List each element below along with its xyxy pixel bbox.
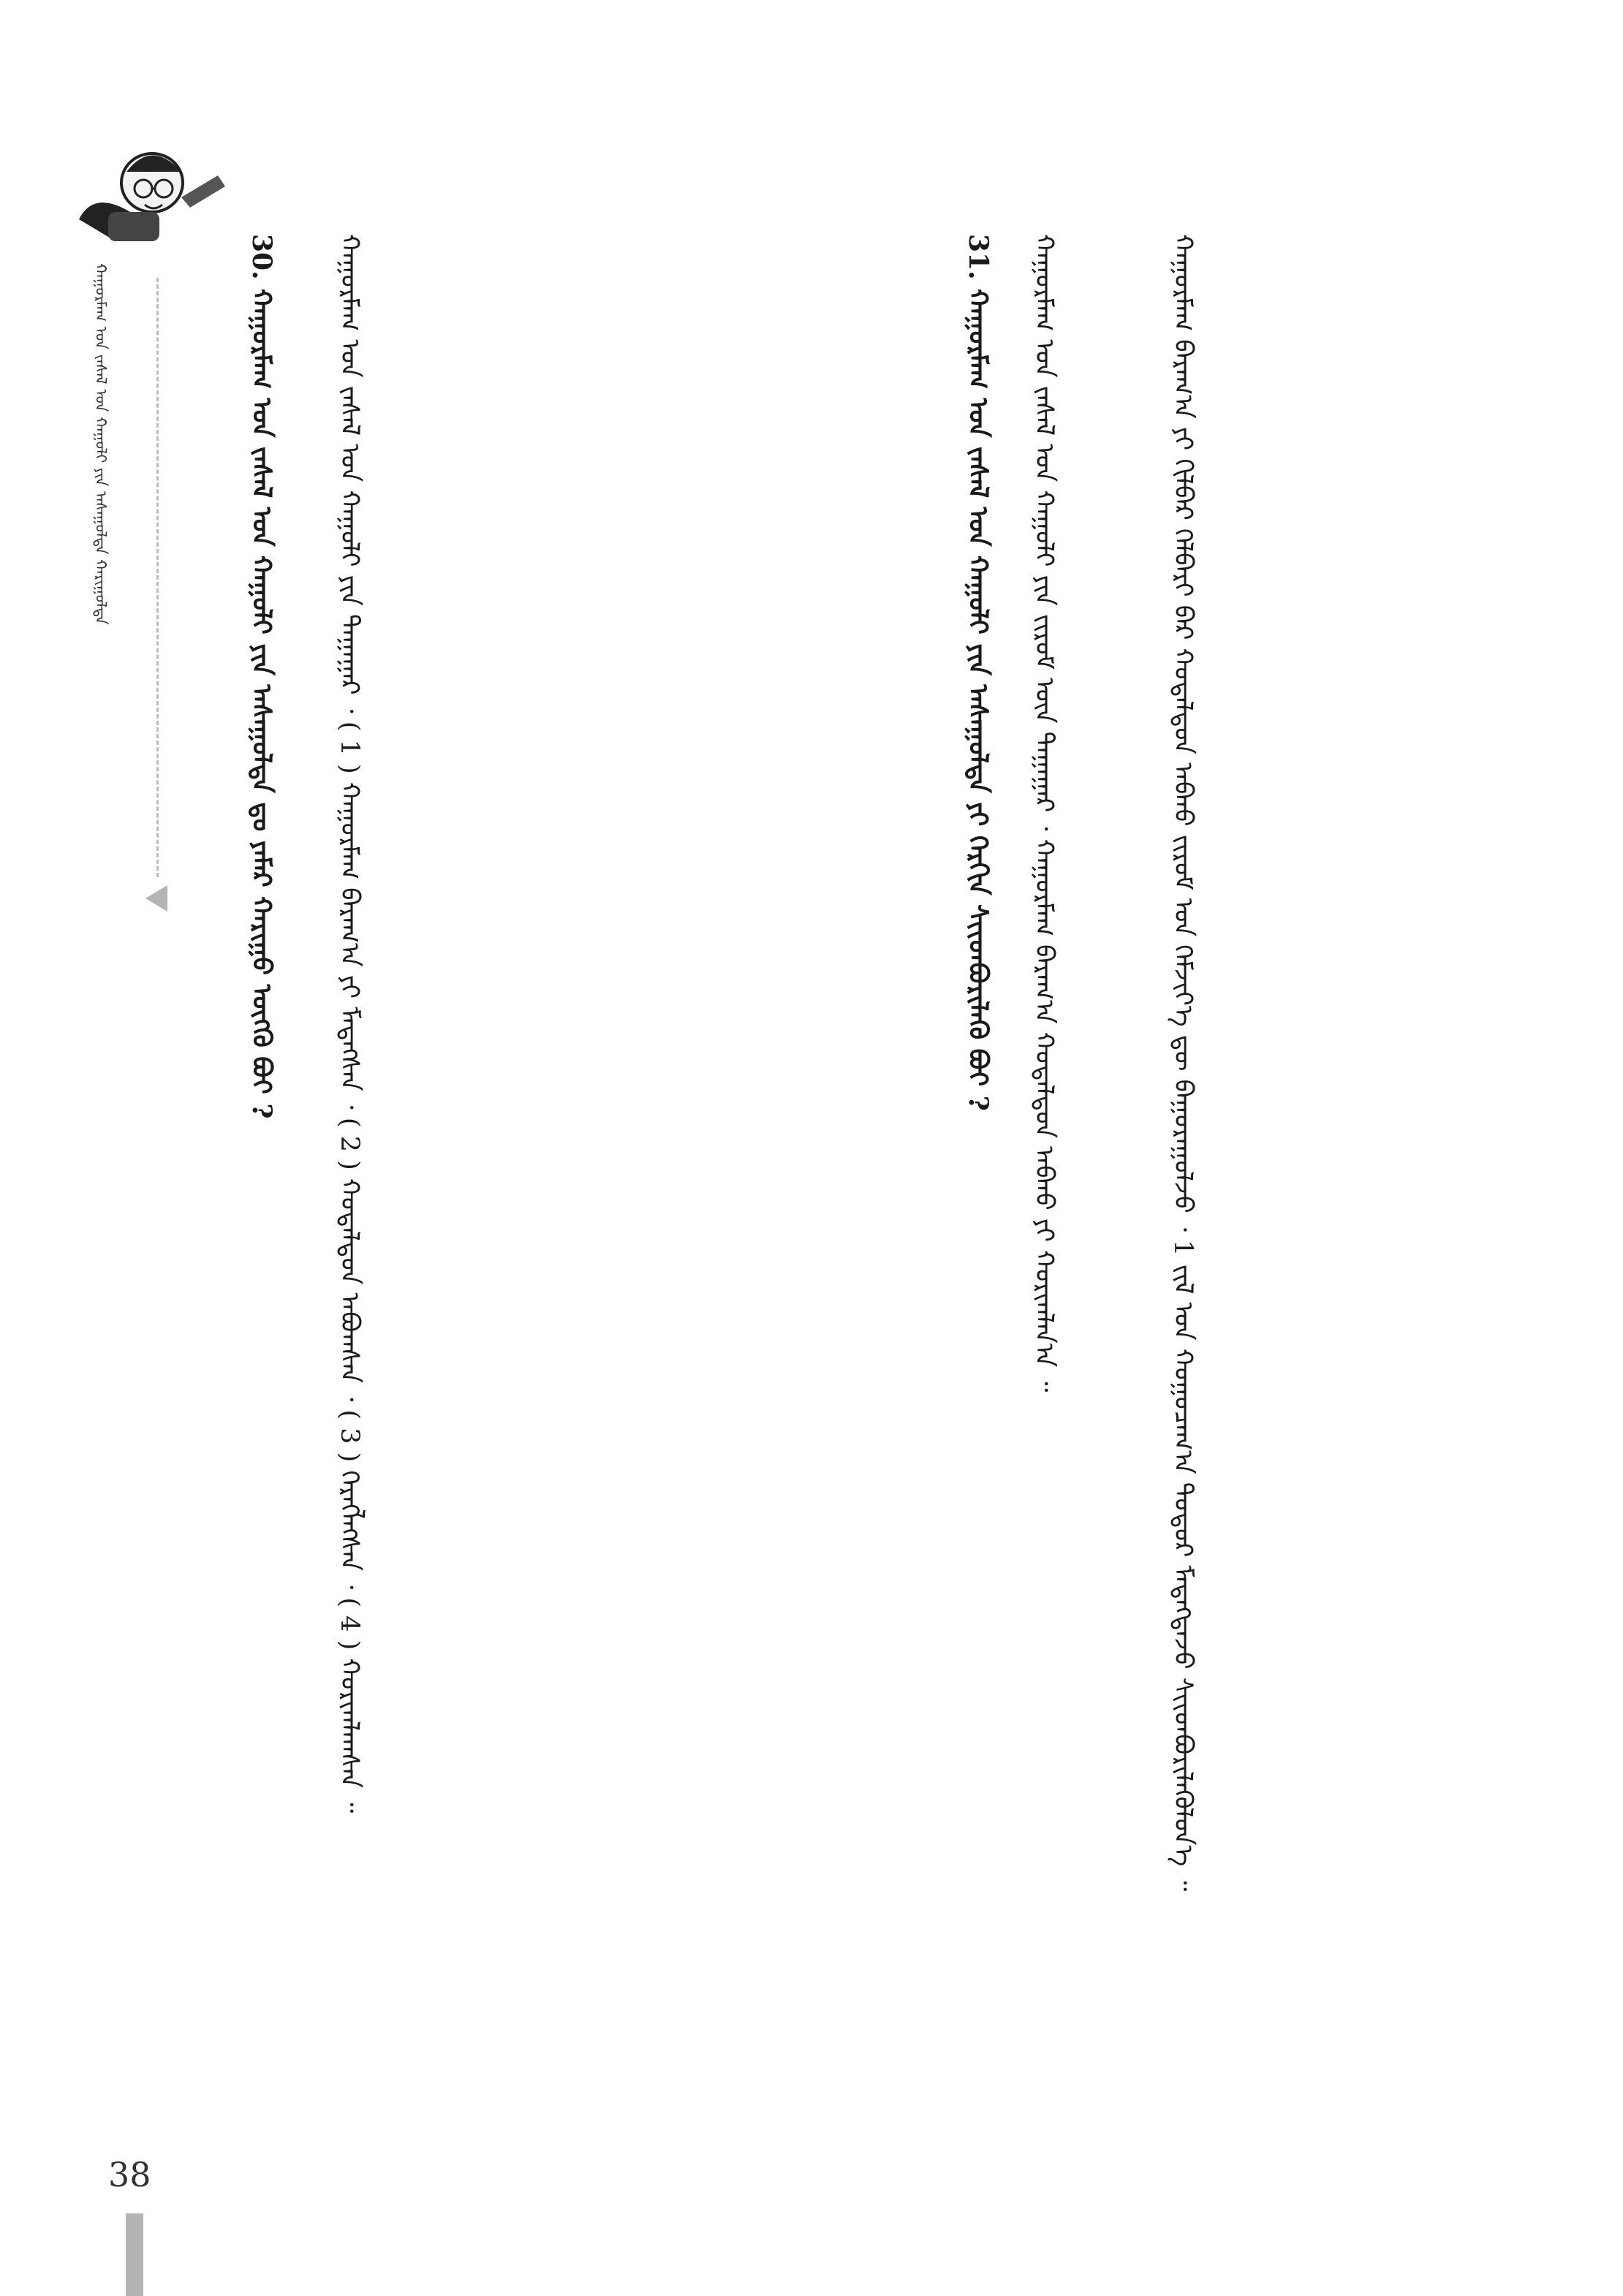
header-dashed-line [156, 278, 159, 877]
text-column-1: ᠬᠠᠭᠤᠷᠮᠠᠭ ᠪᠠᠷᠠᠭ᠎ᠠ ᠶᠢ ᠬᠢᠯᠪᠠᠷ ᠬᠡᠯᠪᠡᠷᠢ ᠪᠡᠷ ᠬᠤᠳᠠᠯᠳᠤᠨ ᠠᠪᠬᠤ ᠵᠢᠷᠤᠮ ᠤᠨ ᠬᠡᠮᠵᠢᠶ᠎ᠡ ᠳᠦ ᠪᠠᠭᠤᠷᠠᠭᠤᠯᠵᠤ ᠂ 1 ᠵᠢᠯ ᠤᠨ ᠬᠤᠭᠤᠴᠠᠭ᠎ᠠ ᠳᠤᠲᠤᠷ ᠮᠡᠳᠡᠭᠳᠡᠵᠦ ᠰᠢᠢᠳᠪᠦᠷᠢᠯᠡᠭᠦᠯᠦᠨ᠎ᠡ ᠃ [1168, 234, 1198, 1892]
question-31: 31. ᠬᠠᠭᠤᠷᠮᠠᠭ ᠤᠨ ᠵᠠᠰᠠᠯ ᠤᠨ ᠬᠠᠭᠤᠯᠢ ᠶᠢᠨ ᠠᠰᠠᠭᠤᠯᠲᠠ ᠶᠢ ᠬᠡᠷᠬᠢᠨ ᠰᠢᠢᠳᠪᠦᠷᠢᠯᠡᠬᠦ ᠪᠤᠢ ? [963, 234, 994, 1111]
question-30: 30. ᠬᠠᠭᠤᠷᠮᠠᠭ ᠤᠨ ᠵᠠᠰᠠᠯ ᠤᠨ ᠬᠠᠭᠤᠯᠢ ᠶᠢᠨ ᠠᠰᠠᠭᠤᠯᠲᠠ ᠳᠤ ᠶᠠᠮᠠᠷ ᠬᠠᠷᠢᠭᠤ ᠥᠭᠬᠦ ᠪᠤᠢ ? [246, 234, 277, 1119]
text-column-4: ᠬᠠᠭᠤᠷᠮᠠᠭ ᠤᠨ ᠵᠠᠰᠠᠯ ᠤᠨ ᠬᠠᠭᠤᠯᠢ ᠶᠢᠨ ᠳᠠᠭᠠᠭᠠᠷ ᠂ ( 1 ) ᠬᠠᠭᠤᠷᠮᠠᠭ ᠪᠠᠷᠠᠭ᠎ᠠ ᠶᠢ ᠮᠡᠳᠡᠭᠰᠡᠨ ᠂ ( 2 ) ᠬᠤᠳᠠᠯᠳᠤᠨ ᠠᠪᠤᠭᠰᠠᠨ ᠂ ( 3 ) ᠬᠡᠷᠡᠭᠯᠡᠭᠰᠡᠨ ᠂ ( 4 ) ᠬᠤᠷᠢᠭᠯᠠᠭᠰᠠᠨ ᠃ [335, 234, 364, 1814]
header-triangle-icon [145, 885, 167, 912]
running-header: ᠬᠠᠭᠤᠷᠮᠠᠭ ᠤᠨ ᠵᠠᠰᠠᠯ ᠤᠨ ᠬᠠᠭᠤᠯᠢ ᠶᠢᠨ ᠠᠰᠠᠭᠤᠯᠲᠠ ᠬᠠᠷᠢᠭᠤᠯᠲᠠ [92, 263, 110, 625]
side-bar [126, 2213, 143, 2296]
mascot-illustration [64, 132, 240, 249]
text-column-2: ᠬᠠᠭᠤᠷᠮᠠᠭ ᠤᠨ ᠵᠠᠰᠠᠯ ᠤᠨ ᠬᠠᠭᠤᠯᠢ ᠶᠢᠨ ᠵᠢᠷᠤᠮ ᠦᠨ ᠳᠠᠭᠠᠭᠠᠷ ᠂ ᠬᠠᠭᠤᠷᠮᠠᠭ ᠪᠠᠷᠠᠭ᠎ᠠ ᠬᠤᠳᠠᠯᠳᠤᠨ ᠠᠪᠬᠤ ᠶᠢ ᠬᠤᠷᠢᠭᠯᠠᠨ᠎ᠠ ᠃ [1029, 234, 1059, 1393]
page-number: 38 [108, 2155, 151, 2194]
